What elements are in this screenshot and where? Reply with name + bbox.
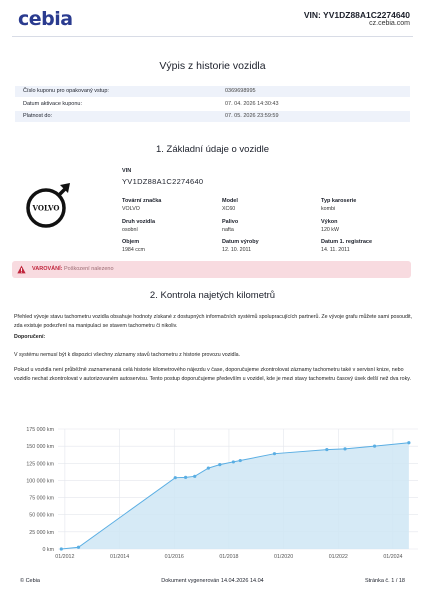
recommendation-heading: Doporučení: <box>14 334 46 340</box>
field-label-brand: Tovární značka <box>122 198 162 204</box>
cebia-logo: cebia <box>18 8 73 30</box>
x-tick-label: 01/2012 <box>55 554 75 560</box>
info-value: 07. 05. 2026 23:59:59 <box>225 113 279 119</box>
warning-text: Poškození nalezeno <box>64 266 114 272</box>
field-label-registration-date: Datum 1. registrace <box>321 239 373 245</box>
x-tick-label: 01/2024 <box>383 554 403 560</box>
y-tick-label: 0 km <box>42 547 54 553</box>
field-value-model: XC60 <box>222 206 236 212</box>
x-tick-label: 01/2014 <box>110 554 130 560</box>
x-tick-label: 01/2020 <box>274 554 294 560</box>
header-vin: VIN: YV1DZ88A1C2274640 <box>303 10 410 20</box>
x-tick-label: 01/2016 <box>164 554 184 560</box>
field-label-volume: Objem <box>122 239 140 245</box>
warning-prefix: VAROVÁNÍ: <box>32 266 63 272</box>
x-tick-label: 01/2022 <box>328 554 348 560</box>
field-value-registration-date: 14. 11. 2011 <box>321 247 350 253</box>
y-tick-label: 75 000 km <box>29 495 54 502</box>
field-value-brand: VOLVO <box>122 206 140 212</box>
field-value-volume: 1984 ccm <box>122 247 145 253</box>
data-point <box>184 476 187 479</box>
data-point <box>373 445 376 448</box>
field-label-power: Výkon <box>321 219 338 225</box>
mileage-chart <box>0 426 425 566</box>
paragraph-recommendation: Pokud u vozidla není průběžně zaznamenaná celá historie kilometrového nájezdu v čase, doporučujeme zkontrolovat záznamy tachometru také v servisní knize, nebo vozidlo nechat zkontrolovat v autorizovaném autoservisu. Tento postup doporučujeme především u vozidel, kde je mezi stavy tachometru časový úsek delší než dva roky. <box>14 367 411 382</box>
paragraph-records: V systému nemusí být k dispozici všechny záznamy stavů tachometru z historie provozu vozidla. <box>14 352 241 358</box>
data-point <box>273 452 276 455</box>
vin-value: YV1DZ88A1C2274640 <box>122 177 204 186</box>
field-value-type: osobní <box>122 227 138 233</box>
data-point <box>77 546 80 549</box>
y-tick-label: 175 000 km <box>26 427 54 433</box>
info-row-coupon <box>15 86 410 97</box>
footer-copyright: © Cebia <box>20 578 40 584</box>
field-label-fuel: Palivo <box>222 219 239 225</box>
y-tick-label: 25 000 km <box>29 529 54 536</box>
field-label-model: Model <box>222 198 238 204</box>
data-point <box>207 466 210 469</box>
data-point <box>325 448 328 451</box>
warning-icon <box>17 265 26 274</box>
field-value-production-date: 12. 10. 2011 <box>222 247 252 253</box>
page-title: Výpis z historie vozidla <box>159 60 266 72</box>
x-tick-label: 01/2018 <box>219 554 239 560</box>
info-label: Datum aktivace kuponu: <box>23 101 83 107</box>
y-tick-label: 125 000 km <box>26 461 54 468</box>
footer-generated: Dokument vygenerován 14.04.2026 14.04 <box>161 578 264 584</box>
header-site: cz.cebia.com <box>369 20 410 27</box>
data-point <box>60 547 63 550</box>
volvo-logo-text: VOLVO <box>32 203 60 213</box>
info-value: 0369698995 <box>225 88 256 94</box>
info-label: Platnost do: <box>23 113 53 119</box>
field-label-body: Typ karoserie <box>321 198 357 204</box>
damage-warning <box>12 261 411 278</box>
footer-page: Stránka č. 1 / 18 <box>364 578 405 584</box>
data-point <box>232 460 235 463</box>
area-fill <box>61 443 409 549</box>
field-label-production-date: Datum výroby <box>222 239 259 245</box>
vin-label: VIN <box>122 168 132 174</box>
y-tick-label: 150 000 km <box>26 444 54 451</box>
data-point <box>174 476 177 479</box>
section1-title: 1. Základní údaje o vozidle <box>155 144 270 155</box>
divider <box>12 36 413 37</box>
y-tick-label: 50 000 km <box>29 512 54 519</box>
volvo-logo <box>22 181 72 231</box>
y-tick-label: 100 000 km <box>26 478 54 485</box>
info-row-activation <box>15 99 410 110</box>
paragraph-intro: Přehled vývoje stavu tachometru vozidla obsahuje hodnoty získané z dostupných informačních systémů spolupracujících partnerů. Ze vývoje grafu můžete sami posoudit, zda existuje podezření na manipulaci se stavem tachometru či nikoliv. <box>14 314 413 329</box>
field-label-type: Druh vozidla <box>122 219 156 225</box>
data-point <box>343 447 346 450</box>
info-row-validity <box>15 111 410 122</box>
info-label: Číslo kuponu pro opakovaný vstup: <box>23 88 109 94</box>
data-point <box>193 475 196 478</box>
info-value: 07. 04. 2026 14:30:43 <box>225 101 279 107</box>
data-point <box>218 463 221 466</box>
field-value-body: kombi <box>321 206 336 212</box>
field-value-fuel: nafta <box>222 227 234 233</box>
section2-title: 2. Kontrola najetých kilometrů <box>149 290 276 301</box>
data-point <box>407 441 410 444</box>
field-value-power: 120 kW <box>321 227 339 233</box>
data-point <box>239 459 242 462</box>
